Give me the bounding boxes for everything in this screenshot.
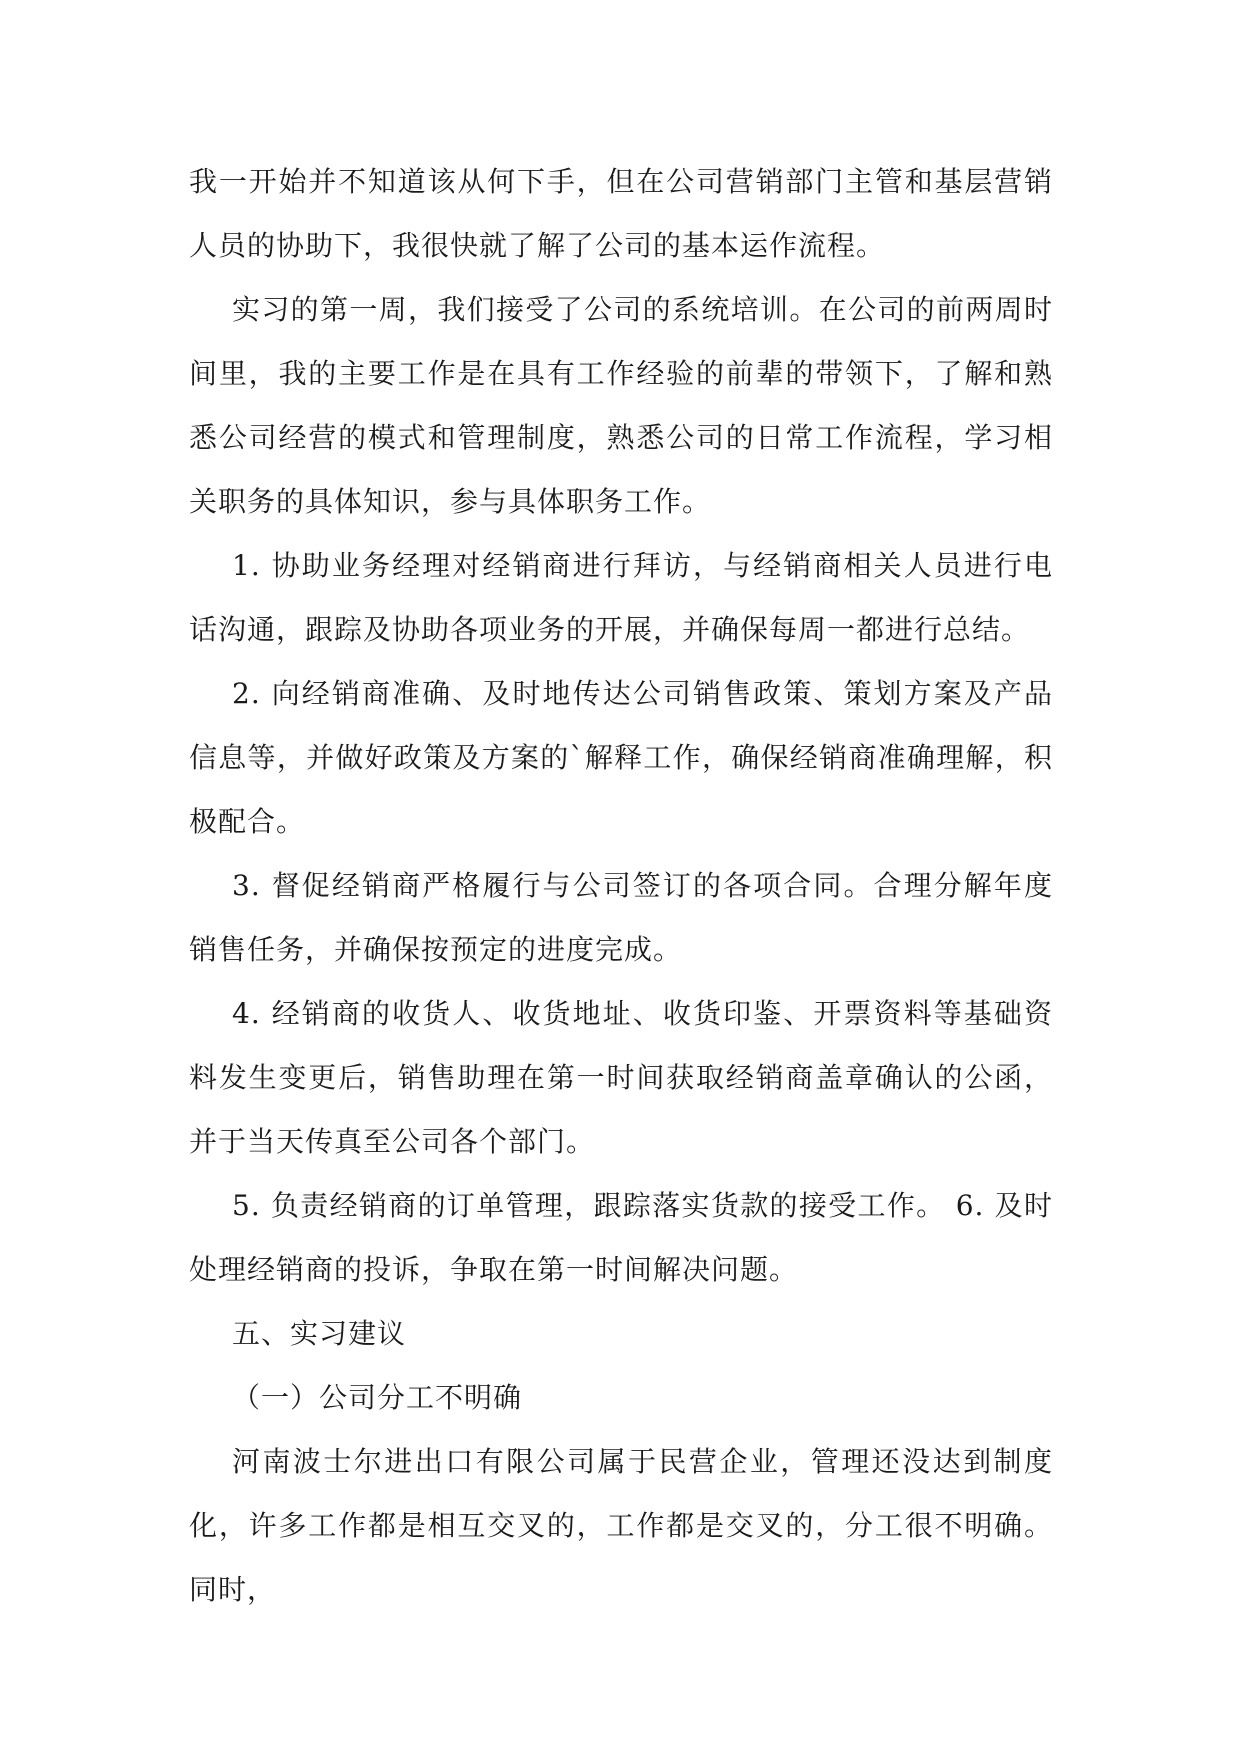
list-item-1: 1. 协助业务经理对经销商进行拜访，与经销商相关人员进行电话沟通，跟踪及协助各项业务的开展，并确保每周一都进行总结。 <box>189 549 1053 646</box>
subsection-heading: （一）公司分工不明确 <box>232 1381 523 1414</box>
section-heading: 五、实习建议 <box>232 1317 407 1350</box>
paragraph-continuation: 我一开始并不知道该从何下手，但在公司营销部门主管和基层营销人员的协助下，我很快就了解了公司的基本运作流程。 <box>189 165 1053 262</box>
paragraph-company-division: 河南波士尔进出口有限公司属于民营企业，管理还没达到制度化，许多工作都是相互交叉的，工作都是交叉的，分工很不明确。同时， <box>189 1445 1053 1606</box>
document-body <box>189 150 1053 1622</box>
list-item-3: 3. 督促经销商严格履行与公司签订的各项合同。合理分解年度销售任务，并确保按预定的进度完成。 <box>189 869 1053 966</box>
list-item-4: 4. 经销商的收货人、收货地址、收货印鉴、开票资料等基础资料发生变更后，销售助理在第一时间获取经销商盖章确认的公函，并于当天传真至公司各个部门。 <box>189 997 1053 1158</box>
list-item-5-6: 5. 负责经销商的订单管理，跟踪落实货款的接受工作。 6. 及时处理经销商的投诉，争取在第一时间解决问题。 <box>189 1189 1053 1286</box>
list-item-2: 2. 向经销商准确、及时地传达公司销售政策、策划方案及产品信息等，并做好政策及方案的`解释工作，确保经销商准确理解，积极配合。 <box>189 677 1053 838</box>
paragraph-first-week-training: 实习的第一周，我们接受了公司的系统培训。在公司的前两周时间里，我的主要工作是在具有工作经验的前辈的带领下，了解和熟悉公司经营的模式和管理制度，熟悉公司的日常工作流程，学习相关职务的具体知识，参与具体职务工作。 <box>189 293 1053 518</box>
